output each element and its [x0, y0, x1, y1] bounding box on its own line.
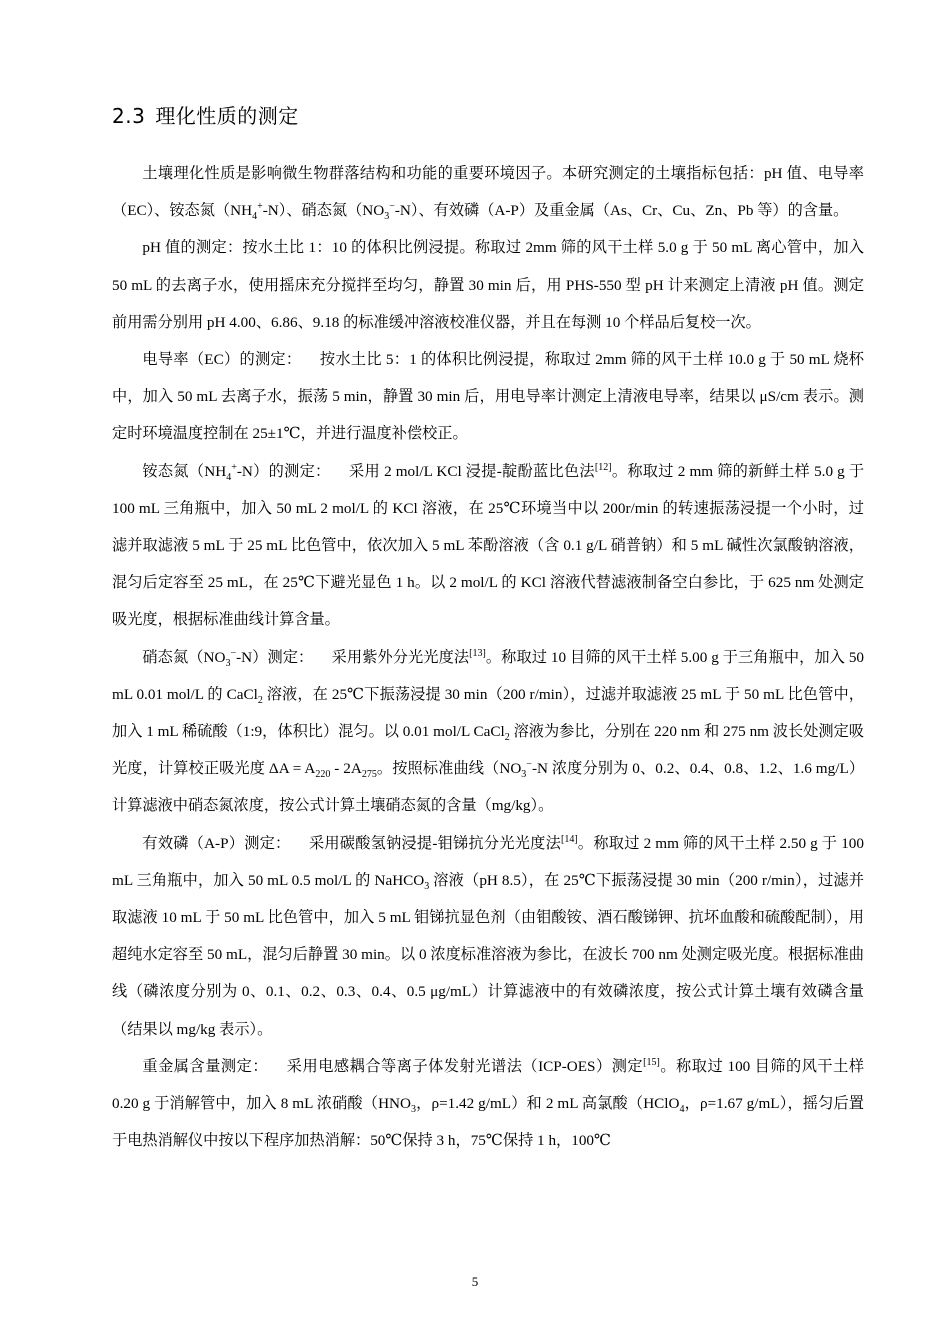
paragraph-ec	[112, 341, 864, 453]
subscript: 3	[521, 769, 527, 781]
paragraph-label: 铵态氮（NH	[142, 462, 227, 480]
text-run: 采用 2 mol/L KCl 浸提-靛酚蓝比色法	[348, 462, 595, 480]
text-run: 。称取过 2 mm 筛的风干土样 2.50 g 于 100 mL 三角瓶中，加入 50 mL 0.5 mol/L 的 NaHCO	[112, 834, 864, 889]
paragraph-ph	[112, 229, 864, 341]
text-run: - 2A	[330, 760, 362, 778]
text-run: -N 浓度分别为 0、0.2、0.4、0.8、1.2、1.6 mg/L）计算滤液中硝态氮浓度，按公式计算土壤硝态氮的含量（mg/kg）。	[112, 760, 865, 815]
paragraph-label: 电导率（EC）的测定：	[142, 351, 302, 369]
text-run: 。按照标准曲线（NO	[376, 760, 522, 778]
text-run: 溶液（pH 8.5），在 25℃下振荡浸提 30 min（200 r/min），过滤并取滤液 10 mL 于 50 mL 比色管中，加入 5 mL 钼锑抗显色剂（由钼酸铵、酒石酸锑钾、抗坏血酸和硫酸配制），用超纯水定容至 50 mL，混匀后静置 30 min。以 0 浓度标准溶液为参比，在波长 700 nm 处测定吸光度。根据标准曲线（磷浓度分别为 0、0.1、0.2、0.3、0.4、0.5 μg/mL）计算滤液中的有效磷浓度，按公式计算土壤有效磷含量（结果以 mg/kg 表示）。	[112, 871, 864, 1038]
text-run: -N）、硝态氮（NO	[262, 202, 385, 220]
section-title: 理化性质的测定	[155, 104, 299, 128]
superscript: +	[231, 461, 237, 473]
text-run: ，ρ=1.67 g/mL），摇匀后置于电热消解仪中按以下程序加热消解：50℃保持 3 h，75℃保持 1 h，100℃	[112, 1095, 864, 1150]
citation-ref: [12]	[594, 461, 612, 473]
text-run: 。称取过 2 mm 筛的新鲜土样 5.0 g 于 100 mL 三角瓶中，加入 50 mL 2 mol/L 的 KCl 溶液，在 25℃环境当中以 200r/min 的转速振荡浸提一个小时，过滤并取滤液 5 mL 于 25 mL 比色管中，依次加入 5 mL 苯酚溶液（含 0.1 g/L 硝普钠）和 5 mL 碱性次氯酸钠溶液，混匀后定容至 25 mL，在 25℃下避光显色 1 h。以 2 mol/L 的 KCl 溶液代替滤液制备空白参比，于 625 nm 处测定吸光度，根据标准曲线计算含量。	[112, 462, 865, 629]
paragraph-label: -N）测定：	[236, 648, 314, 666]
paragraph-ap	[112, 825, 864, 1048]
superscript: −	[230, 647, 237, 659]
paragraph-nh4	[112, 453, 864, 639]
subscript: 4	[252, 211, 258, 223]
superscript: −	[389, 201, 395, 213]
text-run: pH 值的测定：按水土比 1：10 的体积比例浸提。称取过 2mm 筛的风干土样 5.0 g 于 50 mL 离心管中，加入 50 mL 的去离子水，使用摇床充分搅拌至均匀，静置 30 min 后，用 PHS-550 型 pH 计来测定上清液 pH 值。测定前用需分别用 pH 4.00、6.86、9.18 的标准缓冲溶液校准仪器，并且在每测 10 个样品后复校一次。	[112, 239, 864, 331]
citation-ref: [13]	[469, 647, 486, 659]
text-run: 溶液，在 25℃下振荡浸提 30 min（200 r/min），过滤并取滤液 25 mL 于 50 mL 比色管中，加入 1 mL 稀硫酸（1:9，体积比）混匀。以 0.01 mol/L CaCl	[112, 685, 864, 741]
subscript: 4	[226, 471, 232, 483]
text-run: 溶液为参比，分别在 220 nm 和 275 nm 波长处测定吸光度，计算校正吸光度 ΔA = A	[112, 723, 864, 778]
page-number: 5	[471, 1274, 479, 1289]
paragraph-label: -N）的测定：	[236, 462, 331, 480]
subscript: 2	[257, 694, 263, 706]
paragraph-label: 重金属含量测定：	[142, 1057, 269, 1075]
text-run: ，ρ=1.42 g/mL）和 2 mL 高氯酸（HClO	[416, 1095, 680, 1113]
citation-ref: [15]	[643, 1056, 660, 1068]
subscript: 3	[225, 657, 231, 669]
body-text	[112, 155, 864, 1159]
superscript: +	[257, 201, 263, 213]
section-heading	[112, 100, 299, 129]
subscript: 4	[679, 1104, 685, 1116]
paragraph-heavy-metal	[112, 1048, 864, 1160]
text-run: 按水土比 5：1 的体积比例浸提，称取过 2mm 筛的风干土样 10.0 g 于 50 mL 烧杯中，加入 50 mL 去离子水，振荡 5 min，静置 30 min 后，用电导率计测定上清液电导率，结果以 μS/cm 表示。测定时环境温度控制在 25±1℃，并进行温度补偿校正。	[112, 351, 864, 443]
text-run: 采用电感耦合等离子体发射光谱法（ICP-OES）测定	[286, 1057, 644, 1075]
text-run: 采用碳酸氢钠浸提-钼锑抗分光光度法	[308, 834, 562, 852]
section-number: 2.3	[112, 104, 146, 128]
paragraph-no3	[112, 639, 864, 825]
superscript: −	[526, 759, 532, 771]
text-run: 采用紫外分光光度法	[331, 648, 470, 666]
text-run: 。称取过 10 目筛的风干土样 5.00 g 于三角瓶中，加入 50 mL 0.01 mol/L 的 CaCl	[112, 648, 865, 703]
subscript: 220	[315, 769, 331, 781]
subscript: 3	[411, 1104, 416, 1116]
text-run: -N）、有效磷（A-P）及重金属（As、Cr、Cu、Zn、Pb 等）的含量。	[394, 202, 849, 220]
citation-ref: [14]	[561, 833, 578, 845]
text-run: 土壤理化性质是影响微生物群落结构和功能的重要环境因子。本研究测定的土壤指标包括：pH 值、电导率（EC）、铵态氮（NH	[112, 165, 864, 220]
subscript: 275	[361, 769, 377, 781]
paragraph-label: 有效磷（A-P）测定：	[142, 834, 291, 852]
paragraph-label: 硝态氮（NO	[142, 648, 226, 666]
text-run: 。称取过 100 目筛的风干土样 0.20 g 于消解管中，加入 8 mL 浓硝酸（HNO	[112, 1057, 865, 1113]
subscript: 3	[424, 880, 430, 892]
subscript: 2	[504, 732, 510, 744]
paragraph-intro	[112, 155, 864, 229]
subscript: 3	[384, 211, 390, 223]
